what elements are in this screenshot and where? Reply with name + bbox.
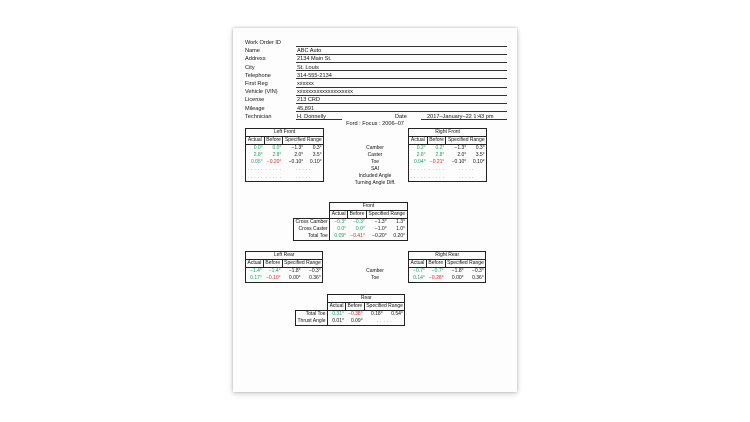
range-min: −1.3° (454, 145, 467, 152)
table-row (294, 233, 408, 241)
actual-value: −0.7° (413, 268, 425, 275)
param-label: Camber (366, 268, 384, 274)
range-min: −1.0° (374, 226, 387, 233)
left-front-title: Left Front (246, 129, 324, 137)
row-label: Cross Camber (295, 219, 328, 226)
table-row (246, 152, 324, 159)
left-rear-title: Left Rear (246, 252, 323, 260)
param-label: SAI (370, 166, 380, 173)
col-actual: Actual (409, 137, 428, 145)
before-value: −0.7° (431, 268, 444, 275)
before-value: −0.10° (265, 275, 281, 282)
param-label: Toe (370, 275, 380, 282)
dots-placeholder: . . . . . (428, 166, 445, 173)
table-row (409, 268, 486, 276)
range-min: −0.10° (288, 159, 304, 166)
header-value: xxxxxx (297, 80, 314, 87)
header-row-address (245, 55, 507, 63)
param-label: Caster (367, 152, 383, 159)
param-label: Toe (370, 159, 380, 166)
header-row-city (245, 64, 507, 72)
range-min: 0.00° (451, 275, 464, 282)
range-max: 1.3° (388, 219, 407, 227)
range-max: 0.3° (312, 145, 322, 152)
actual-value: 0.01° (328, 318, 346, 326)
dots-placeholder: . . . . . (364, 318, 405, 326)
dots-placeholder: . . . . . (265, 173, 282, 180)
col-before: Before (266, 137, 281, 144)
range-min: −1.3° (374, 219, 387, 226)
col-spec: Specified Range (447, 260, 484, 267)
header-row-technician (245, 113, 507, 121)
before-value: −0.41° (348, 233, 367, 241)
front-summary-table (293, 202, 408, 241)
right-rear-title: Right Rear (409, 252, 486, 260)
technician-value: H. Donnelly (297, 113, 326, 120)
before-value: −1.4° (268, 268, 281, 275)
before-value: 0.0° (272, 145, 282, 152)
header-label: Mileage (245, 105, 265, 112)
header-label: City (245, 64, 255, 71)
table-row (294, 219, 408, 227)
header-row-name (245, 47, 507, 55)
header-row-license (245, 96, 507, 104)
header-label: First Reg (245, 80, 268, 87)
range-min: 2.0° (457, 152, 467, 159)
col-before: Before (429, 137, 444, 144)
range-max: 3.5° (312, 152, 322, 159)
range-max: 0.3° (475, 145, 485, 152)
dots-placeholder: . . . . . (295, 166, 311, 173)
header-value: xxxxxxxxxxxxxxxxxxxx (297, 89, 353, 96)
header-label: Name (245, 48, 260, 55)
rear-parameter-labels (342, 268, 408, 282)
table-row (296, 318, 405, 326)
technician-label: Technician (245, 113, 272, 120)
dots-placeholder: . . . . . (458, 173, 474, 180)
before-value: 2.8° (272, 152, 282, 159)
table-row (246, 145, 324, 153)
actual-value: 0.17° (250, 275, 262, 282)
date-label: Date (395, 113, 407, 120)
range-max: 1.0° (388, 226, 407, 233)
right-rear-table (408, 251, 486, 283)
actual-value: 0.09° (330, 233, 348, 241)
before-value: 0.09° (345, 318, 364, 326)
left-front-table (245, 128, 324, 182)
param-label: Camber (366, 145, 384, 151)
header-label: Vehicle (VIN) (245, 89, 278, 96)
actual-value: 0.04° (413, 159, 426, 166)
range-max: 0.10° (309, 159, 322, 166)
before-value: 2.8° (435, 152, 445, 159)
col-actual: Actual (246, 137, 265, 145)
right-front-table (408, 128, 487, 182)
date-value: 2017–January–22 1:43 pm (427, 113, 494, 120)
row-label: Cross Caster (294, 226, 330, 233)
range-max: 0.10° (472, 159, 485, 166)
col-spec: Specified Range (447, 137, 485, 144)
alignment-report-sheet (233, 28, 517, 392)
table-row (409, 166, 487, 173)
table-row (409, 159, 487, 166)
param-label: Included Angle (358, 173, 392, 180)
actual-value: 2.8° (416, 152, 426, 159)
table-row (246, 166, 324, 173)
actual-value: 0.0° (330, 226, 348, 233)
col-before: Before (349, 211, 365, 218)
dots-placeholder: . . . . . (428, 173, 445, 180)
range-max: 0.54° (384, 311, 405, 319)
front-title: Front (330, 203, 407, 211)
header-value: 2134 Main St. (297, 56, 332, 63)
actual-value: 0.14° (413, 275, 425, 282)
table-row (246, 275, 323, 283)
front-parameter-labels (342, 145, 408, 188)
table-row (246, 174, 324, 182)
header-row-mileage (245, 105, 507, 113)
header-label: Telephone (245, 72, 271, 79)
actual-value: −1.4° (250, 268, 262, 275)
range-min: 0.18° (370, 311, 383, 318)
col-spec: Specified Range (284, 137, 322, 144)
dots-placeholder: . . . . . (410, 166, 426, 173)
col-before: Before (265, 260, 281, 267)
header-row-vin (245, 88, 507, 96)
dots-placeholder: . . . . . (458, 166, 474, 173)
rear-title: Rear (328, 295, 405, 303)
table-row (294, 226, 408, 233)
header-label: Address (245, 56, 266, 63)
range-min: 0.00° (288, 275, 301, 282)
header-value: 45,891 (297, 105, 315, 112)
header-value: 314-555-2134 (297, 72, 332, 79)
actual-value: 0.0° (253, 145, 263, 152)
before-value: −0.3° (353, 219, 365, 226)
header-row-telephone (245, 72, 507, 80)
before-value: −0.28° (428, 275, 444, 282)
range-min: 2.0° (294, 152, 304, 159)
col-actual: Actual (410, 260, 425, 267)
work-order-header (245, 39, 507, 121)
before-value: −0.20° (266, 159, 282, 166)
header-value: St. Louis (297, 64, 319, 71)
before-value: 0.2° (435, 145, 445, 152)
col-actual: Actual (331, 211, 346, 218)
range-min: −1.8° (288, 268, 301, 275)
dots-placeholder: . . . . . (265, 166, 282, 173)
header-label: License (245, 97, 265, 104)
before-value: 0.0° (355, 226, 365, 233)
actual-value: 2.8° (253, 152, 263, 159)
col-spec: Specified Range (368, 211, 406, 218)
range-max: 0.20° (388, 233, 407, 241)
range-min: −1.8° (451, 268, 464, 275)
row-label: Total Toe (296, 311, 328, 319)
col-before: Before (347, 303, 363, 310)
col-before: Before (428, 260, 444, 267)
dots-placeholder: . . . . . (410, 173, 426, 180)
vehicle-model: Ford : Focus : 2006–07 (346, 121, 404, 127)
right-front-title: Right Front (409, 129, 487, 137)
table-row (409, 275, 486, 283)
table-row (246, 268, 323, 276)
range-max: 0.36° (309, 275, 321, 282)
header-label: Work Order ID (245, 40, 281, 46)
col-actual: Actual (329, 303, 344, 310)
col-spec: Specified Range (284, 260, 321, 267)
dots-placeholder: . . . . . (247, 166, 263, 173)
header-row-work-order (245, 39, 507, 47)
param-label: Turning Angle Diff. (354, 180, 396, 187)
range-max: −0.3° (308, 268, 321, 275)
col-actual: Actual (247, 260, 262, 267)
before-value: −0.21° (429, 159, 445, 166)
table-row (409, 174, 487, 182)
dots-placeholder: . . . . . (295, 173, 311, 180)
range-max: 3.5° (475, 152, 485, 159)
col-spec: Specified Range (366, 303, 403, 310)
before-value: −0.38° (348, 311, 363, 318)
range-min: −0.10° (451, 159, 467, 166)
actual-value: 0.2° (416, 145, 426, 152)
range-max: −0.3° (471, 268, 484, 275)
header-value: 213 CRD (297, 97, 321, 104)
range-min: −0.20° (366, 233, 388, 241)
header-value: ABC Auto (297, 48, 322, 55)
table-row (246, 159, 324, 166)
table-row (409, 152, 487, 159)
range-max: 0.36° (472, 275, 484, 282)
actual-value: 0.05° (250, 159, 263, 166)
actual-value: 0.31° (328, 311, 346, 319)
header-row-first-reg (245, 80, 507, 88)
table-row (296, 311, 405, 319)
table-row (409, 145, 487, 153)
row-label: Thrust Angle (297, 318, 326, 325)
row-label: Total Toe (294, 233, 330, 241)
left-rear-table (245, 251, 323, 283)
range-min: −1.3° (291, 145, 304, 152)
rear-summary-table (295, 294, 405, 326)
actual-value: −0.3° (330, 219, 348, 227)
dots-placeholder: . . . . . (247, 173, 263, 180)
